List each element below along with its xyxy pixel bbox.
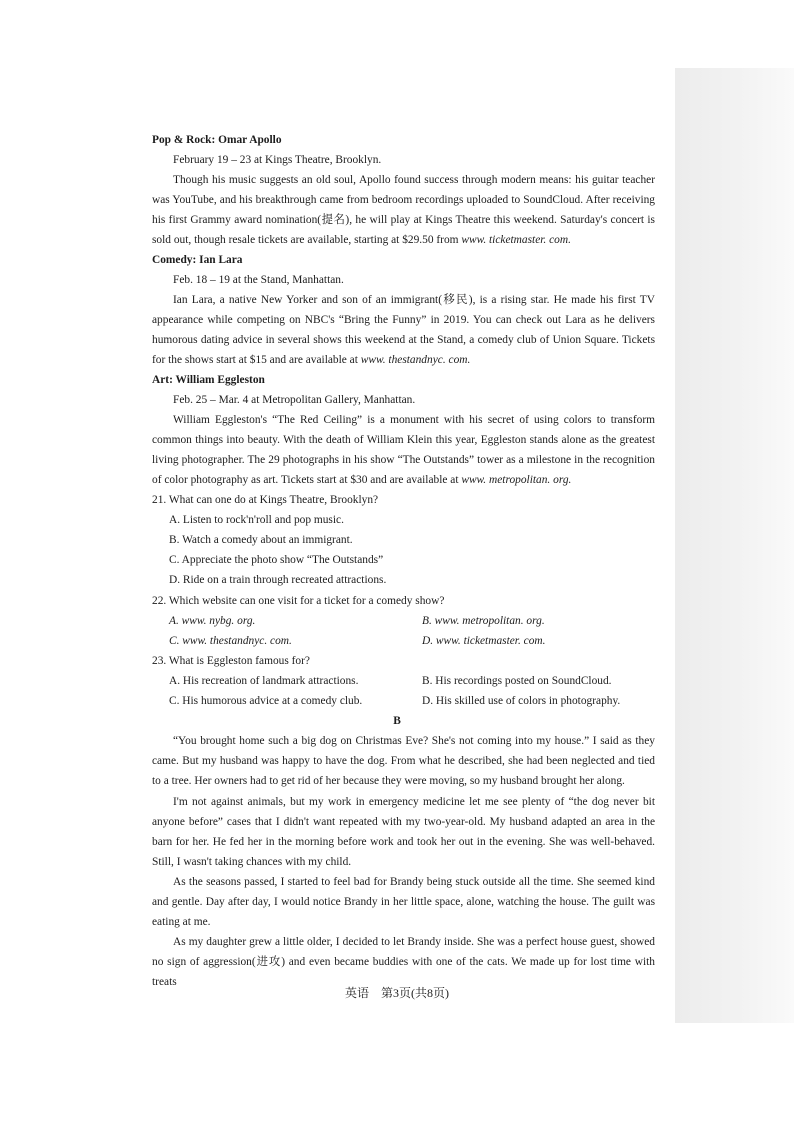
question-21-option-d: D. Ride on a train through recreated attractions.	[169, 574, 387, 586]
comedy-date: Feb. 18 – 19 at the Stand, Manhattan.	[173, 274, 344, 286]
passage-b-paragraph-3: As the seasons passed, I started to feel bad for Brandy being stuck outside all the time. She seemed kind and gentle. Day after day, I would notice Brandy in her little space, alone, watching the house. The guilt was eating at me.	[152, 876, 655, 929]
art-body	[152, 410, 655, 490]
passage-b-paragraph-1: “You brought home such a big dog on Christmas Eve? She's not coming into my house.” I said as they came. But my husband was happy to have the dog. From what he described, she had been neglected and tied to a tree. Her owners had to get rid of her because they were moving, so my husband brought her along.	[152, 735, 655, 788]
passage-b-label: B	[393, 715, 401, 727]
question-22-stem: 22. Which website can one visit for a ticket for a comedy show?	[152, 595, 445, 607]
pop-link: www. ticketmaster. com.	[461, 234, 571, 247]
question-22-option-d: D. www. ticketmaster. com.	[422, 635, 546, 647]
question-22-option-c: C. www. thestandnyc. com.	[169, 635, 292, 647]
question-23-option-c: C. His humorous advice at a comedy club.	[169, 695, 363, 707]
art-body-text: William Eggleston's “The Red Ceiling” is a monument with his secret of using colors to transform common things into beauty. With the death of William Klein this year, Eggleston stands alone as the greatest living photographer. The 29 photographs in his show “The Outstands” tower as a milestone in the recognition of color photography as art. Tickets start at $30 and are available at	[152, 414, 655, 487]
pop-heading: Pop & Rock: Omar Apollo	[152, 134, 282, 146]
question-21-stem: 21. What can one do at Kings Theatre, Brooklyn?	[152, 494, 379, 506]
question-21-option-c: C. Appreciate the photo show “The Outstands”	[169, 554, 384, 566]
comedy-heading: Comedy: Ian Lara	[152, 254, 243, 266]
comedy-body	[152, 290, 655, 370]
art-link: www. metropolitan. org.	[461, 474, 572, 487]
question-21-option-b: B. Watch a comedy about an immigrant.	[169, 534, 353, 546]
pop-date: February 19 – 23 at Kings Theatre, Brooklyn.	[173, 154, 382, 166]
comedy-link: www. thestandnyc. com.	[360, 354, 471, 367]
art-date: Feb. 25 – Mar. 4 at Metropolitan Gallery, Manhattan.	[173, 394, 416, 406]
art-heading: Art: William Eggleston	[152, 374, 265, 386]
passage-b-paragraph-2: I'm not against animals, but my work in emergency medicine let me see plenty of “the dog never bit anyone before” cases that I didn't want repeated with my two-year-old. My husband adapted an area in the barn for her. He fed her in the morning before work and took her out in the evening. She was well-behaved. Still, I wasn't taking chances with my child.	[152, 796, 655, 869]
page-footer: 英语 第3页(共8页)	[345, 986, 449, 1000]
question-22-option-a: A. www. nybg. org.	[169, 615, 256, 627]
pop-body	[152, 170, 655, 250]
question-23-option-b: B. His recordings posted on SoundCloud.	[422, 675, 612, 687]
question-23-option-a: A. His recreation of landmark attractions.	[169, 675, 359, 687]
pop-body-text: Though his music suggests an old soul, Apollo found success through modern means: his guitar teacher was YouTube, and his breakthrough came from bedroom recordings uploaded to SoundCloud. After receiving his first Grammy award nomination(提名), he will play at Kings Theatre this weekend. Saturday's concert is sold out, though resale tickets are available, starting at $29.50 from	[152, 174, 655, 247]
question-22-option-b: B. www. metropolitan. org.	[422, 615, 545, 627]
passage-b-paragraph-4: As my daughter grew a little older, I decided to let Brandy inside. She was a perfect house guest, showed no sign of aggression(进攻) and even became buddies with one of the cats. We made up for lost time with treats	[152, 936, 655, 989]
question-21-option-a: A. Listen to rock'n'roll and pop music.	[169, 514, 344, 526]
question-23-option-d: D. His skilled use of colors in photography.	[422, 695, 621, 707]
comedy-body-text: Ian Lara, a native New Yorker and son of an immigrant(移民), is a rising star. He made his first TV appearance while competing on NBC's “Bring the Funny” in 2019. You can check out Lara as he delivers humorous dating advice in several shows this weekend at the Stand, a comedy club of Union Square. Tickets for the shows start at $15 and are available at	[152, 294, 655, 367]
question-23-stem: 23. What is Eggleston famous for?	[152, 655, 310, 667]
